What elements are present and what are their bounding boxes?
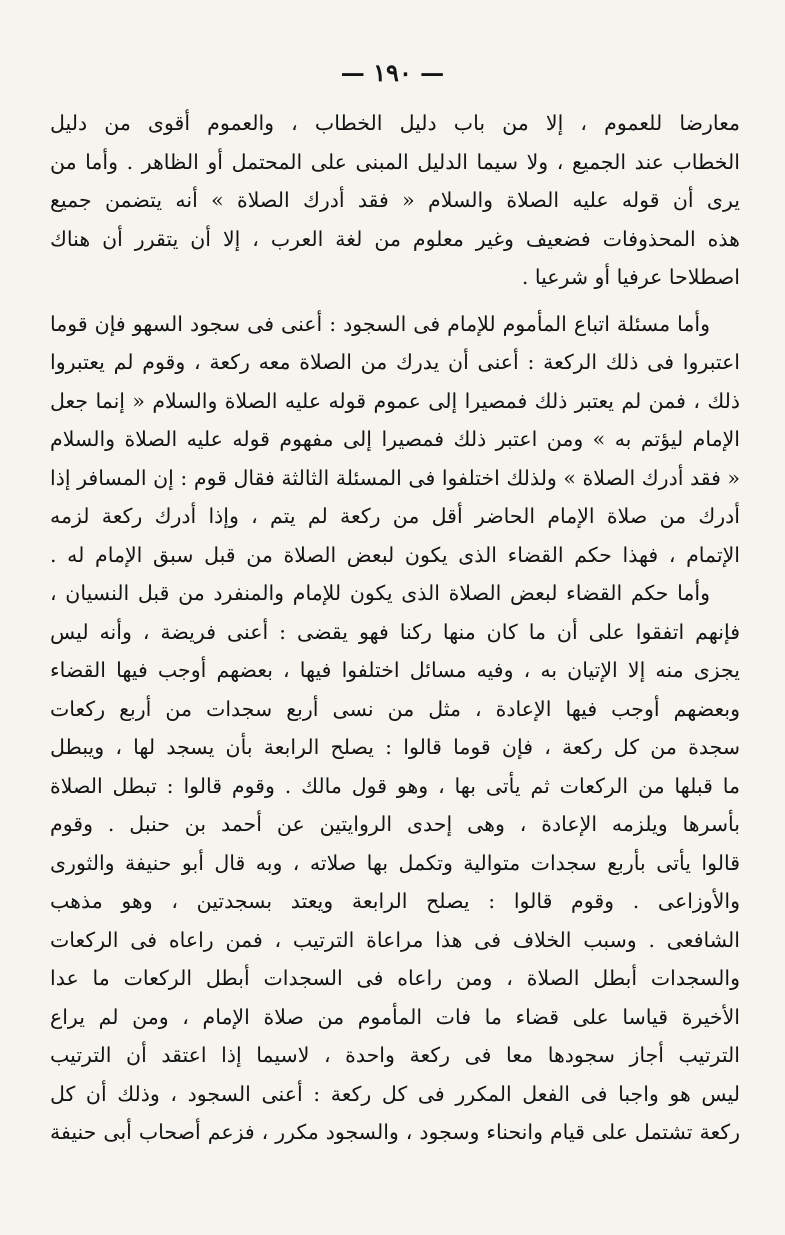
text-line: يجزى منه إلا الإتيان به ، وفيه مسائل اختلفوا فيها ، بعضهم أوجب فيها القضاء bbox=[50, 658, 740, 682]
body-text bbox=[50, 104, 740, 1152]
text-line: الشافعى . وسبب الخلاف فى هذا مراعاة الترتيب ، فمن راعاه فى الركعات bbox=[50, 927, 740, 952]
text-line: ركعة تشتمل على قيام وانحناء وسجود ، والسجود مكرر ، فزعم أصحاب أبى حنيفة bbox=[50, 1120, 740, 1144]
text-line: اصطلاحا عرفيا أو شرعيا . bbox=[521, 265, 740, 289]
paragraph-gap bbox=[50, 297, 740, 305]
text-line: اعتبروا فى ذلك الركعة : أعنى أن يدرك من الصلاة معه ركعة ، وقوم لم يعتبروا bbox=[50, 350, 740, 374]
page-number: — ١٩٠ — bbox=[340, 58, 445, 87]
text-line: وأما مسئلة اتباع المأموم للإمام فى السجود : أعنى فى سجود السهو فإن قوما bbox=[50, 311, 710, 336]
text-line: ذلك ، فمن لم يعتبر ذلك فمصيرا إلى عموم قوله عليه الصلاة والسلام « إنما جعل bbox=[50, 388, 740, 413]
text-line: ليس هو واجبا فى الفعل المكرر فى كل ركعة : أعنى السجود ، وذلك أن كل bbox=[50, 1081, 740, 1106]
text-line: وبعضهم أوجب فيها الإعادة ، مثل من نسى أربع سجدات من أربع ركعات bbox=[50, 696, 740, 721]
text-line: والأوزاعى . وقوم قالوا : يصلح الرابعة ويعتد بسجدتين ، وهو مذهب bbox=[50, 889, 740, 913]
text-line: بأسرها ويلزمه الإعادة ، وهى إحدى الروايتين عن أحمد بن حنبل . وقوم bbox=[50, 812, 740, 836]
text-line: الأخيرة قياسا على قضاء ما فات المأموم من صلاة الإمام ، ومن لم يراع bbox=[50, 1004, 740, 1029]
text-line: أدرك من صلاة الإمام الحاضر أقل من ركعة لم يتم ، وإذا أدرك ركعة لزمه bbox=[50, 504, 740, 528]
text-line: والسجدات أبطل الصلاة ، ومن راعاه فى السجدات أبطل الركعات ما عدا bbox=[50, 966, 740, 990]
paragraph-2 bbox=[50, 305, 740, 575]
text-line: الإتمام ، فهذا حكم القضاء الذى يكون لبعض الصلاة من قبل سبق الإمام له . bbox=[50, 542, 740, 567]
text-line: يرى أن قوله عليه الصلاة والسلام « فقد أدرك الصلاة » أنه يتضمن جميع bbox=[50, 188, 740, 212]
text-line: سجدة من كل ركعة ، فإن قوما قالوا : يصلح الرابعة بأن يسجد لها ، ويبطل bbox=[50, 735, 740, 759]
paragraph-1 bbox=[50, 104, 740, 297]
text-line: معارضا للعموم ، إلا من باب دليل الخطاب ، والعموم أقوى من دليل bbox=[50, 111, 740, 135]
text-line: ما قبلها من الركعات ثم يأتى بها ، وهو قول مالك . وقوم قالوا : تبطل الصلاة bbox=[50, 773, 740, 798]
text-line: قالوا يأتى بأربع سجدات متوالية وتكمل بها صلاته ، وبه قال أبو حنيفة والثورى bbox=[50, 850, 740, 875]
text-line: « فقد أدرك الصلاة » ولذلك اختلفوا فى المسئلة الثالثة فقال قوم : إن المسافر إذا bbox=[50, 465, 740, 490]
text-line: الترتيب أجاز سجودها معا فى ركعة واحدة ، لاسيما إذا اعتقد أن الترتيب bbox=[50, 1043, 740, 1067]
text-line: فإنهم اتفقوا على أن ما كان منها ركنا فهو يقضى : أعنى فريضة ، وأنه ليس bbox=[50, 619, 740, 644]
text-line: الخطاب عند الجميع ، ولا سيما الدليل المبنى على المحتمل أو الظاهر . وأما من bbox=[50, 149, 740, 174]
text-line: هذه المحذوفات فضعيف وغير معلوم من لغة العرب ، إلا أن يتقرر أن هناك bbox=[50, 226, 740, 251]
paragraph-3 bbox=[50, 574, 740, 1152]
text-line: وأما حكم القضاء لبعض الصلاة الذى يكون للإمام والمنفرد من قبل النسيان ، bbox=[50, 581, 710, 605]
text-line: الإمام ليؤتم به » ومن اعتبر ذلك فمصيرا إلى مفهوم قوله عليه الصلاة والسلام bbox=[50, 427, 740, 451]
